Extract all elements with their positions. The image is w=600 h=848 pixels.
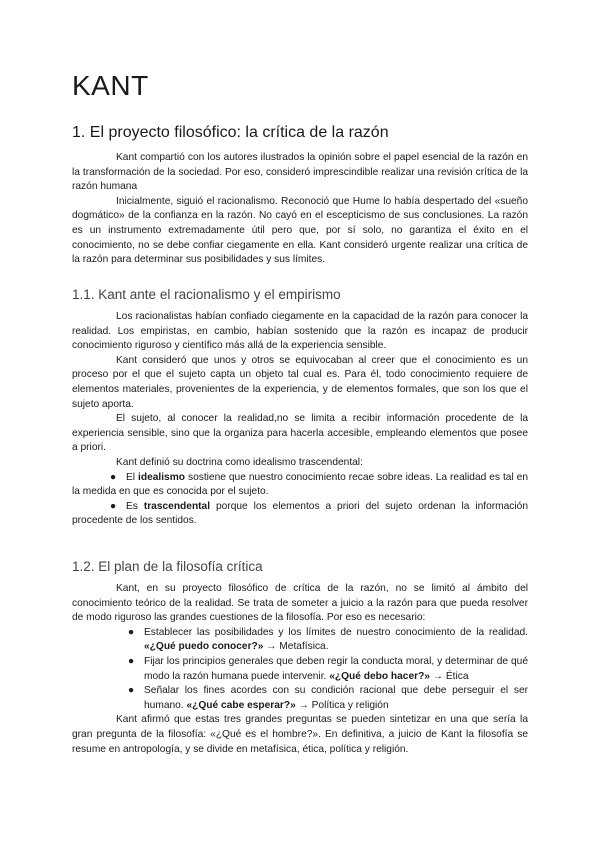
list-item: ● Fijar los principios generales que deben regir la conducta moral, y determinar de qué modo la razón humana puede intervenir. «¿Qué debo hacer?» → Ética	[128, 655, 528, 682]
idealism-list	[72, 471, 528, 529]
paragraph: Kant, en su proyecto filosófico de crítica de la razón, no se limitó al ámbito del conocimiento teórico de la realidad. Se trata de someter a juicio a la razón para que pueda resolver de modo riguroso las grandes cuestiones de la filosofía. Por eso es necesario:	[72, 583, 528, 624]
paragraph: Los racionalistas habían confiado ciegamente en la capacidad de la razón para conocer la realidad. Los empiristas, en cambio, habían sostenido que la razón es incapaz de producir conocimiento riguroso y científico más allá de la experiencia sensible.	[72, 311, 528, 352]
section-1-body	[72, 151, 528, 268]
bullet-icon: ●	[128, 685, 135, 697]
critical-plan-list	[72, 626, 528, 714]
bullet-icon: ●	[110, 471, 117, 483]
bullet-icon: ●	[110, 500, 117, 512]
paragraph: Kant compartió con los autores ilustrados la opinión sobre el papel esencial de la razón en la transformación de la sociedad. Por eso, consideró imprescindible realizar una revisión crítica de la razón humana	[72, 152, 528, 193]
document-title: KANT	[72, 70, 149, 101]
list-item: ● Señalar los fines acordes con su condición racional que debe perseguir el ser humano. «¿Qué cabe esperar?» → Política y religión	[128, 685, 528, 711]
paragraph: Kant afirmó que estas tres grandes preguntas se pueden sintetizar en una que sería la gran pregunta de la filosofía: «¿Qué es el hombre?». En definitiva, a juicio de Kant la filosofía se resume en antropología, y se divide en metafísica, ética, política y religión.	[72, 714, 528, 755]
paragraph: Inicialmente, siguió el racionalismo. Reconoció que Hume lo había despertado del «sueño dogmático» de la confianza en la razón. No cayó en el escepticismo de sus conclusiones. La razón es un instrumento extremadamente útil pero que, por sí solo, no garantiza el éxito en el conocimiento, no se debe confiar ciegamente en ella. Kant consideró urgente realizar una crítica de la razón para determinar sus posibilidades y sus límites.	[72, 195, 528, 266]
bullet-icon: ●	[128, 655, 135, 667]
paragraph: Kant definió su doctrina como idealismo trascendental:	[116, 456, 363, 468]
list-item: ● Establecer las posibilidades y los límites de nuestro conocimiento de la realidad. «¿Qué puedo conocer?» → Metafísica.	[128, 626, 528, 653]
section-1-1-heading: 1.1. Kant ante el racionalismo y el empirismo	[72, 287, 341, 302]
list-item: ● El idealismo sostiene que nuestro conocimiento recae sobre ideas. La realidad es tal en la medida en que es conocida por el sujeto.	[72, 471, 528, 498]
list-item: ● Es trascendental porque los elementos a priori del sujeto ordenan la información procedente de los sentidos.	[72, 500, 528, 527]
section-1-2-body	[72, 582, 528, 757]
section-1-2-heading: 1.2. El plan de la filosofía crítica	[72, 559, 263, 574]
section-1-1-body	[72, 310, 528, 529]
bullet-icon: ●	[128, 626, 135, 638]
paragraph: El sujeto, al conocer la realidad,no se limita a recibir información procedente de la experiencia sensible, sino que la organiza para hacerla accesible, empleando elementos que posee a priori.	[72, 413, 528, 454]
paragraph: Kant consideró que unos y otros se equivocaban al creer que el conocimiento es un proceso por el que el sujeto capta un objeto tal cual es. Para él, todo conocimiento requiere de elementos materiales, provenientes de la experiencia, y de elementos formales, que son los que el sujeto aporta.	[72, 354, 528, 410]
section-1-heading: 1. El proyecto filosófico: la crítica de la razón	[72, 124, 389, 141]
